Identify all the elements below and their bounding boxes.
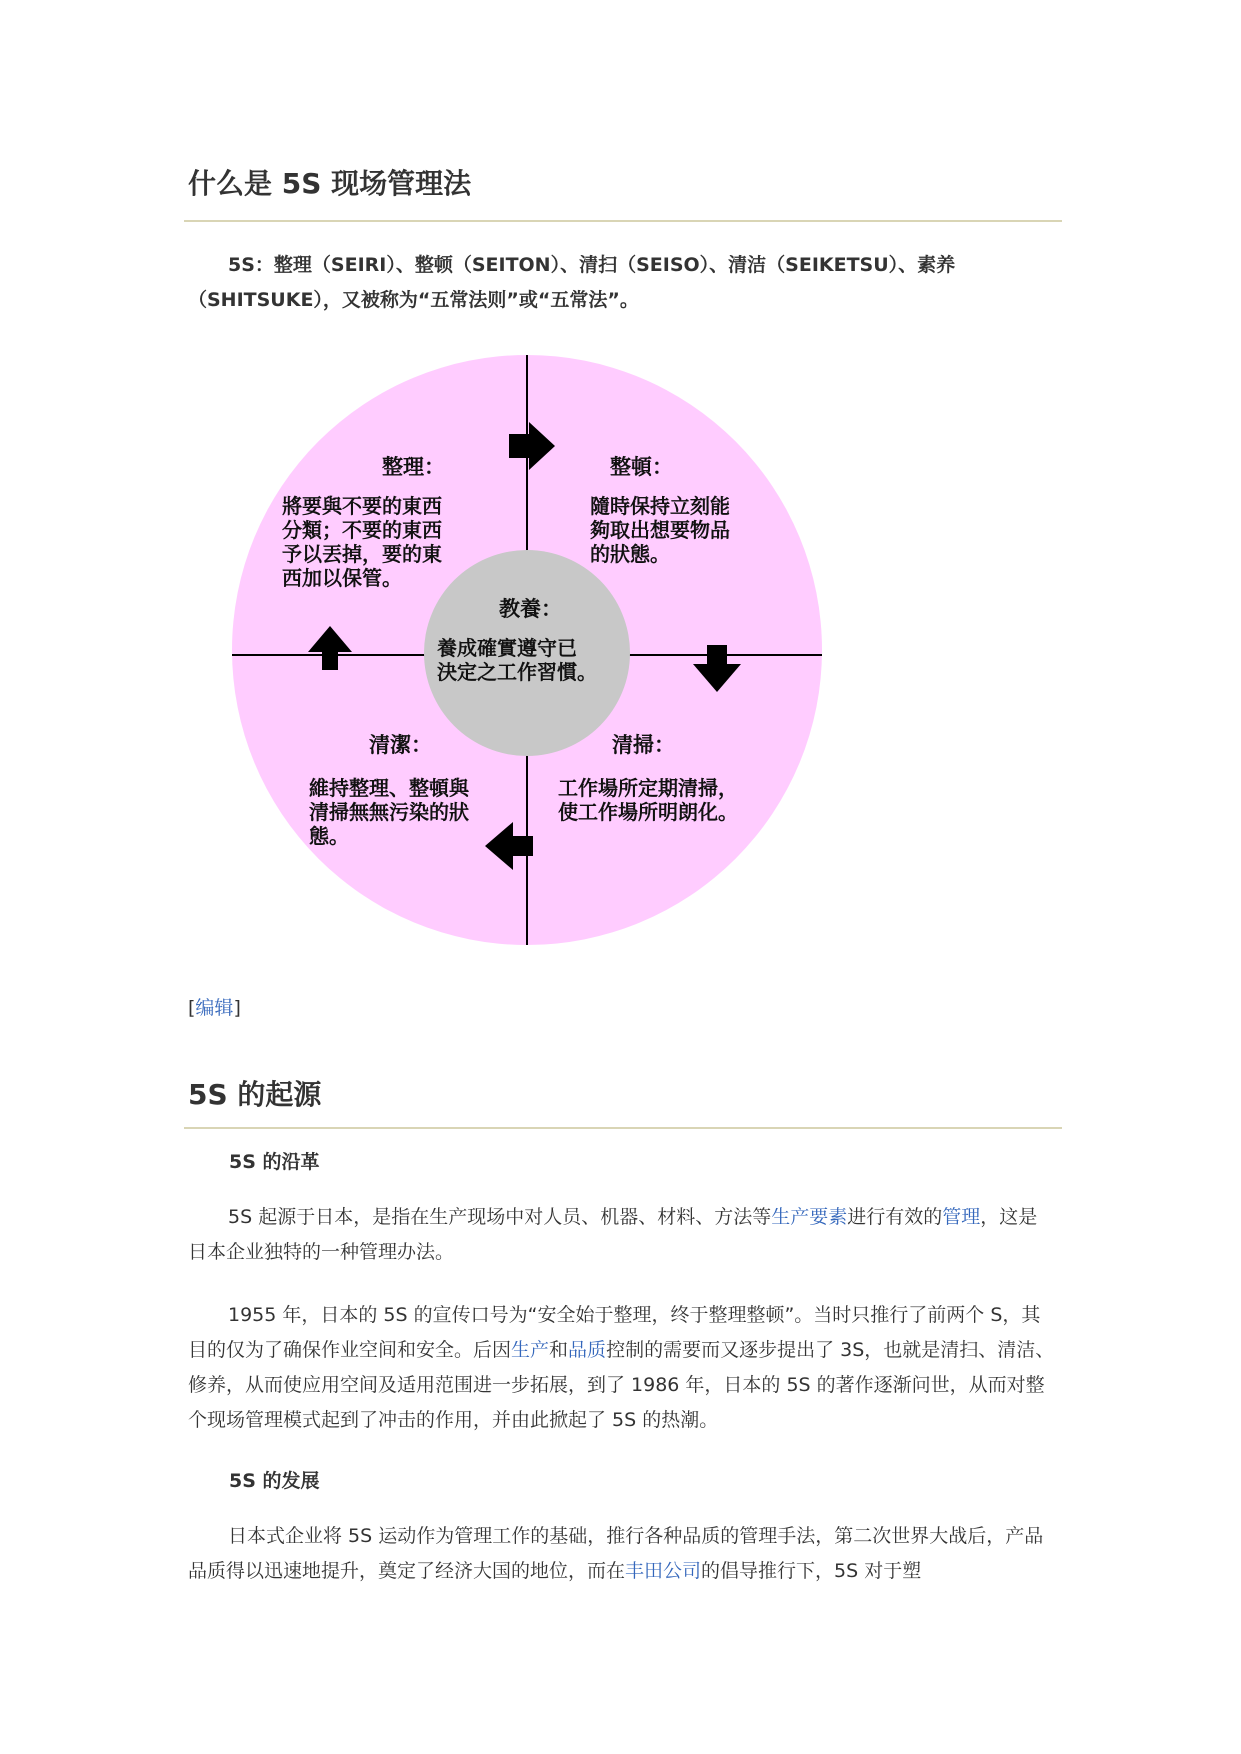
quadrant-line: 予以丟掉，要的東 bbox=[282, 542, 442, 566]
center-line: 決定之工作習慣。 bbox=[437, 660, 597, 684]
section-title-origin: 5S 的起源 bbox=[188, 1078, 322, 1111]
quadrant-title-seiri: 整理： bbox=[382, 454, 445, 479]
page-title: 什么是 5S 现场管理法 bbox=[188, 167, 472, 200]
quadrant-line: 隨時保持立刻能 bbox=[590, 494, 730, 518]
history-paragraph-1 bbox=[188, 1200, 1056, 1270]
intro-paragraph: 5S：整理（SEIRI）、整顿（SEITON）、清扫（SEISO）、清洁（SEIKETSU）、素养（SHITSUKE），又被称为“五常法则”或“五常法”。 bbox=[188, 254, 956, 311]
text-run: 的倡导推行下，5S 对于塑 bbox=[701, 1560, 922, 1582]
subheading-history: 5S 的沿革 bbox=[229, 1151, 320, 1173]
link-management[interactable]: 管理 bbox=[942, 1206, 981, 1228]
history-paragraph-2 bbox=[188, 1298, 1056, 1438]
quadrant-line: 西加以保管。 bbox=[282, 566, 402, 590]
section-divider bbox=[184, 1127, 1062, 1129]
quadrant-line: 使工作場所明朗化。 bbox=[558, 800, 738, 824]
edit-link-container bbox=[188, 993, 241, 1020]
text-run: 5S 起源于日本，是指在生产现场中对人员、机器、材料、方法等 bbox=[228, 1206, 772, 1228]
text-run: 日本式企业将 5S 运动作为管理工作的基础，推行各种品质的管理手法，第二次世界大战后，产品品质得以迅速地提升，奠定了经济大国的地位，而在 bbox=[188, 1525, 1044, 1582]
quadrant-line: 夠取出想要物品 bbox=[590, 518, 730, 542]
link-toyota[interactable]: 丰田公司 bbox=[625, 1560, 702, 1582]
quadrant-title-seiketsu: 清潔： bbox=[369, 732, 432, 757]
text-run: 1955 年，日本的 5S 的宣传口号为“安全始于整理，终于整理整顿”。当时只推行了前两个 S，其目的仅为了确保作业空间和安全。后因 bbox=[188, 1304, 1041, 1361]
text-run: ，这是日本企业独特的一种管理办法。 bbox=[188, 1206, 1038, 1263]
quadrant-line: 態。 bbox=[309, 824, 349, 848]
quadrant-line: 工作場所定期清掃， bbox=[558, 776, 738, 800]
quadrant-line: 維持整理、整頓與 bbox=[309, 776, 469, 800]
edit-bracket-open: [ bbox=[188, 997, 196, 1019]
development-paragraph-1 bbox=[188, 1519, 1056, 1589]
link-production[interactable]: 生产 bbox=[511, 1339, 550, 1361]
title-divider bbox=[184, 220, 1062, 222]
5s-cycle-diagram bbox=[227, 350, 827, 950]
quadrant-line: 清掃無無污染的狀 bbox=[309, 800, 469, 824]
text-run: 进行有效的 bbox=[847, 1206, 943, 1228]
link-production-factors[interactable]: 生产要素 bbox=[771, 1206, 848, 1228]
text-run: 和 bbox=[549, 1339, 569, 1361]
quadrant-title-seiso: 清掃： bbox=[612, 732, 675, 757]
edit-link[interactable]: 编辑 bbox=[195, 997, 234, 1019]
center-line: 養成確實遵守已 bbox=[437, 636, 577, 660]
quadrant-title-seiton: 整頓： bbox=[610, 454, 673, 479]
text-run: 控制的需要而又逐步提出了 3S，也就是清扫、清洁、修养，从而使应用空间及适用范围进一步拓展，到了 1986 年，日本的 5S 的著作逐渐问世，从而对整个现场管理模式起到了冲击的作用，并由此掀起了 5S 的热潮。 bbox=[188, 1339, 1055, 1431]
center-title-shitsuke: 教養： bbox=[499, 596, 562, 621]
quadrant-line: 的狀態。 bbox=[590, 542, 670, 566]
link-quality[interactable]: 品质 bbox=[568, 1339, 607, 1361]
subheading-development: 5S 的发展 bbox=[229, 1470, 320, 1492]
edit-bracket-close: ] bbox=[233, 997, 241, 1019]
quadrant-line: 分類；不要的東西 bbox=[282, 518, 442, 542]
quadrant-line: 將要與不要的東西 bbox=[282, 494, 442, 518]
